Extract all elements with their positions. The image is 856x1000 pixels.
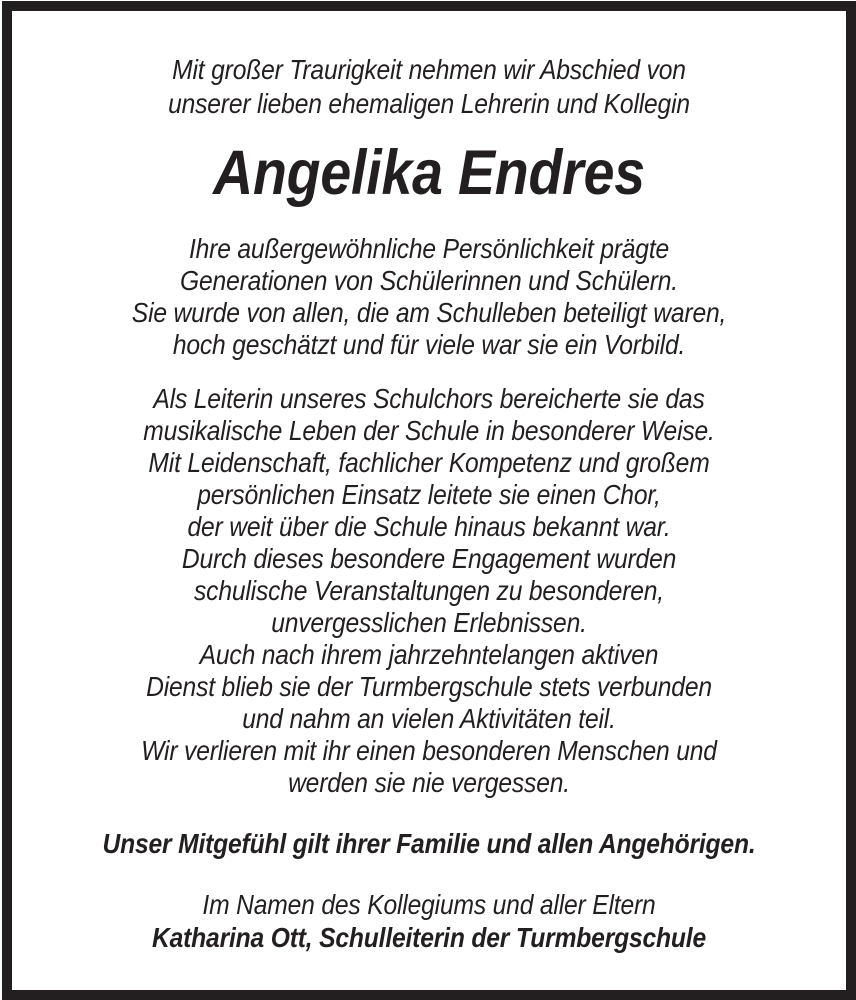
memorial-line: musikalische Leben der Schule in besonderer Weise. (143, 415, 715, 446)
memorial-line: Durch dieses besondere Engagement wurden (181, 543, 677, 574)
memorial-line: Als Leiterin unseres Schulchors bereicherte sie das (153, 383, 705, 414)
memorial-line: Dienst blieb sie der Turmbergschule stets verbunden (146, 671, 712, 702)
deceased-name: Angelika Endres (213, 138, 645, 208)
intro-text (62, 53, 796, 121)
condolence-line: Unser Mitgefühl gilt ihrer Familie und allen Angehörigen. (102, 828, 756, 859)
memorial-line: werden sie nie vergessen. (288, 767, 570, 798)
tribute-paragraph (62, 233, 796, 361)
memorial-line: der weit über die Schule hinaus bekannt war. (187, 511, 671, 542)
tribute-line: Generationen von Schülerinnen und Schülern. (180, 265, 678, 296)
death-notice-content (62, 11, 796, 954)
closing-block (62, 888, 796, 954)
signature-line: Katharina Ott, Schulleiterin der Turmbergschule (151, 922, 707, 953)
memorial-line: unvergesslichen Erlebnissen. (271, 607, 587, 638)
memorial-line: Wir verlieren mit ihr einen besonderen Menschen und (141, 735, 717, 766)
memorial-line: schulische Veranstaltungen zu besonderen, (194, 575, 664, 606)
tribute-line: Sie wurde von allen, die am Schulleben beteiligt waren, (131, 297, 727, 328)
tribute-line: Ihre außergewöhnliche Persönlichkeit prägte (188, 233, 670, 264)
notice-border-frame (2, 1, 856, 1000)
memorial-line: Mit Leidenschaft, fachlicher Kompetenz und großem (148, 447, 710, 478)
closing-line: Im Namen des Kollegiums und aller Eltern (202, 889, 656, 920)
memorial-line: persönlichen Einsatz leitete sie einen Chor, (197, 479, 661, 510)
memorial-line: und nahm an vielen Aktivitäten teil. (242, 703, 616, 734)
memorial-paragraph (62, 383, 796, 799)
intro-line: Mit großer Traurigkeit nehmen wir Abschied von (172, 54, 686, 85)
intro-line: unserer lieben ehemaligen Lehrerin und Kollegin (168, 88, 690, 119)
memorial-line: Auch nach ihrem jahrzehntelangen aktiven (199, 639, 659, 670)
tribute-line: hoch geschätzt und für viele war sie ein Vorbild. (172, 329, 686, 360)
